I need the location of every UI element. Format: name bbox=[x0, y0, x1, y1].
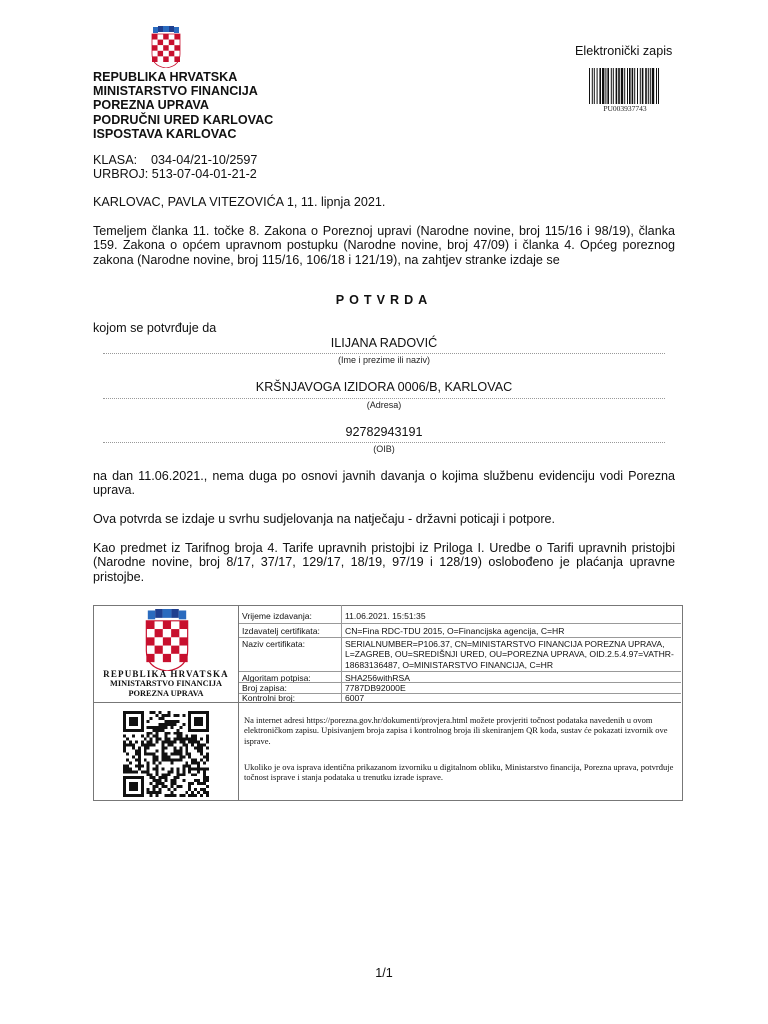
oib-value: 92782943191 bbox=[345, 425, 423, 439]
name-caption: (Ime i prezime ili naziv) bbox=[337, 355, 431, 365]
meta-row-divider bbox=[239, 623, 681, 624]
klasa-value: 034-04/21-10/2597 bbox=[151, 153, 258, 167]
fee-paragraph: Kao predmet iz Tarifnog broja 4. Tarife upravnih pristojbi iz Priloga I. Uredbe o Tarifi upravnih pristojbi (Narodne novine, broj 8/17, 37/17, 129/17, 18/19, 97/19 i 128/19) oslobođeno je plaćanja upravne pristojbe. bbox=[93, 541, 675, 584]
qr-code-icon bbox=[122, 711, 210, 797]
barcode-icon bbox=[589, 68, 661, 106]
oib-caption: (OIB) bbox=[373, 444, 395, 454]
authenticity-note: Ukoliko je ova isprava identična prikazanom izvorniku u digitalnom obliku, Ministarstvo financija, Porezna uprava, potvrđuje točnost isprave i stanja podataka u trenutku izrade isprave. bbox=[244, 762, 674, 783]
meta-row-label: Izdavatelj certifikata: bbox=[242, 626, 320, 636]
address-value: KRŠNJAVOGA IZIDORA 0006/B, KARLOVAC bbox=[255, 380, 513, 394]
issuer-line: POREZNA UPRAVA bbox=[93, 98, 209, 113]
meta-row-label: Kontrolni broj: bbox=[242, 693, 296, 703]
org-line: POREZNA UPRAVA bbox=[128, 689, 204, 698]
kojom-text: kojom se potvrđuje da bbox=[93, 321, 217, 335]
name-underline bbox=[103, 353, 665, 354]
reference-block bbox=[93, 153, 257, 181]
klasa-label: KLASA: bbox=[93, 153, 138, 167]
issuer-line: PODRUČNI URED KARLOVAC bbox=[93, 112, 274, 127]
qr-column-divider bbox=[238, 702, 239, 800]
issuer-block bbox=[93, 70, 273, 141]
meta-row-label: Naziv certifikata: bbox=[242, 639, 306, 649]
issuer-line: MINISTARSTVO FINANCIJA bbox=[93, 84, 258, 99]
croatian-coat-of-arms-icon bbox=[150, 26, 182, 68]
signature-org bbox=[93, 669, 239, 699]
issuer-line: REPUBLIKA HRVATSKA bbox=[93, 70, 238, 84]
meta-column-divider bbox=[341, 605, 342, 702]
name-value: ILIJANA RADOVIĆ bbox=[330, 336, 438, 350]
meta-row-value: 6007 bbox=[345, 693, 365, 703]
croatian-coat-of-arms-icon bbox=[143, 609, 191, 671]
urbroj-label: URBROJ: bbox=[93, 167, 149, 182]
org-line: REPUBLIKA HRVATSKA bbox=[103, 669, 229, 679]
address-underline bbox=[103, 398, 665, 399]
oib-underline bbox=[103, 442, 665, 443]
meta-row-divider bbox=[239, 671, 681, 672]
meta-row-divider bbox=[239, 637, 681, 638]
signature-box-divider bbox=[93, 702, 681, 703]
address-caption: (Adresa) bbox=[366, 400, 402, 410]
meta-row-label: Broj zapisa: bbox=[242, 683, 287, 693]
barcode-number: PU003937743 bbox=[603, 104, 647, 113]
meta-row-value: SHA256withRSA bbox=[345, 673, 410, 683]
meta-row-value: CN=Fina RDC-TDU 2015, O=Financijska agencija, C=HR bbox=[345, 626, 565, 636]
debt-paragraph: na dan 11.06.2021., nema duga po osnovi javnih davanja o kojima službenu evidenciju vodi Porezna uprava. bbox=[93, 469, 675, 498]
page-number: 1/1 bbox=[375, 966, 393, 980]
meta-row-value: 7787DB92000E bbox=[345, 683, 406, 693]
issuer-line: ISPOSTAVA KARLOVAC bbox=[93, 126, 237, 141]
document-title: POTVRDA bbox=[335, 293, 433, 307]
org-line: MINISTARSTVO FINANCIJA bbox=[110, 679, 222, 688]
electronic-record-label: Elektronički zapis bbox=[575, 44, 673, 58]
place-date: KARLOVAC, PAVLA VITEZOVIĆA 1, 11. lipnja 2021. bbox=[93, 195, 386, 209]
intro-paragraph: Temeljem članka 11. točke 8. Zakona o Poreznoj upravi (Narodne novine, broj 115/16 i 98/19), članka 159. Zakona o općem upravnom postupku (Narodne novine, broj 47/09) i članka 4. Općeg poreznog zakona (Narodne novine, broj 115/16, 106/18 i 121/19), na zahtjev stranke izdaje se bbox=[93, 224, 675, 267]
meta-row-value: SERIALNUMBER=P106.37, CN=MINISTARSTVO FINANCIJA POREZNA UPRAVA, L=ZAGREB, OU=SREDIŠNJI URED, OU=POREZNA UPRAVA, OID.2.5.4.97=VATHR-18683136487, O=MINISTARSTVO FINANCIJA, C=HR bbox=[345, 639, 674, 670]
meta-row-value: 11.06.2021. 15:51:35 bbox=[345, 611, 426, 621]
meta-row-label: Vrijeme izdavanja: bbox=[242, 611, 312, 621]
meta-row-label: Algoritam potpisa: bbox=[242, 673, 311, 683]
purpose-paragraph: Ova potvrda se izdaje u svrhu sudjelovanja na natječaju - državni poticaji i potpore. bbox=[93, 512, 556, 526]
verification-note: Na internet adresi https://porezna.gov.hr/dokumenti/provjera.html možete provjeriti točnost podataka navedenih u ovom elektroničkom zapisu. Upisivanjem broja zapisa i kontrolnog broja ili skeniranjem QR koda, sustav će pokazati izvornik ove isprave. bbox=[244, 715, 668, 746]
urbroj-value: 513-07-04-01-21-2 bbox=[151, 167, 257, 182]
